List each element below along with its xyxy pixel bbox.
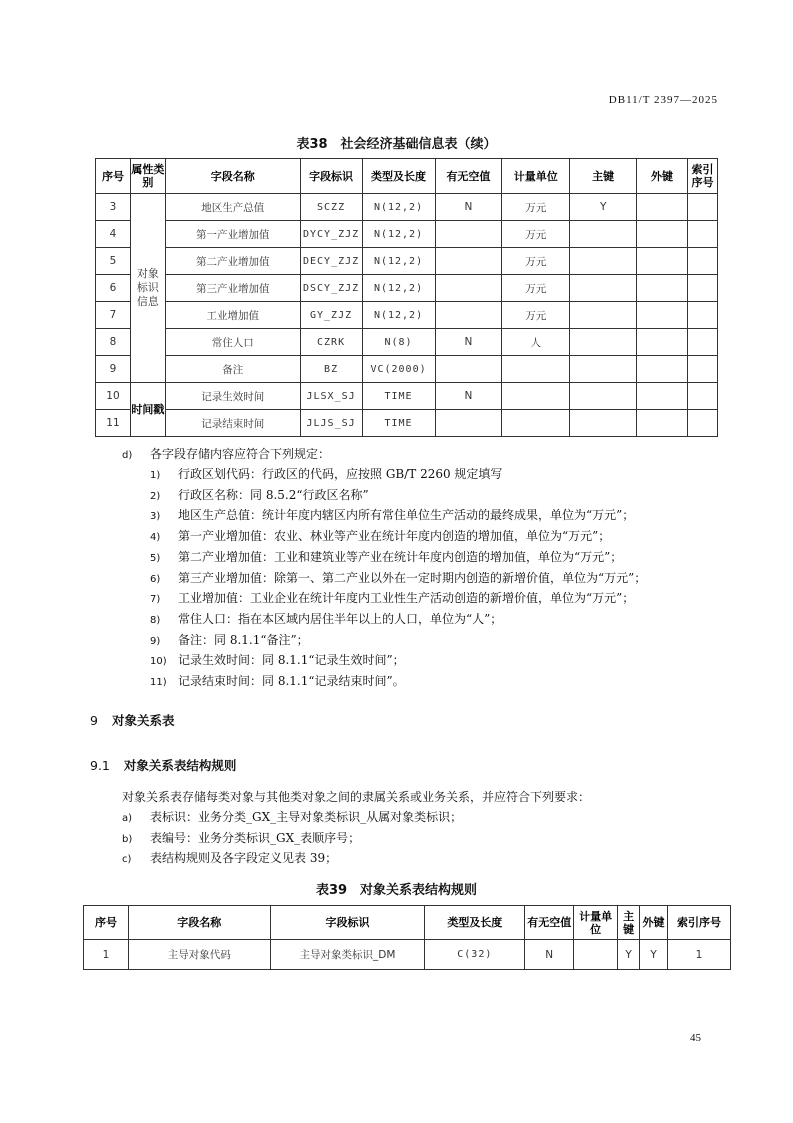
table-cell bbox=[435, 221, 502, 248]
table-cell bbox=[502, 383, 570, 410]
table-cell: SCZZ bbox=[300, 194, 362, 221]
table39-caption: 表39 对象关系表结构规则 bbox=[315, 883, 478, 898]
table-row bbox=[96, 383, 718, 410]
table-cell: JLSX_SJ bbox=[300, 383, 362, 410]
table-cell: N(12,2) bbox=[362, 221, 435, 248]
column-header: 计量单位 bbox=[502, 159, 570, 194]
column-header: 索引序号 bbox=[668, 906, 731, 940]
table-row bbox=[96, 194, 718, 221]
table-cell: 6 bbox=[96, 275, 131, 302]
table-39 bbox=[83, 905, 731, 970]
rule-item: 8) 常住人口：指在本区域内居住半年以上的人口，单位为“人”； bbox=[150, 611, 503, 626]
table-cell bbox=[687, 302, 717, 329]
table-cell bbox=[637, 248, 688, 275]
table-cell bbox=[435, 356, 502, 383]
table-cell: 第二产业增加值 bbox=[165, 248, 300, 275]
column-header: 字段标识 bbox=[300, 159, 362, 194]
requirement-item: a) 表标识：业务分类_GX_主导对象类标识_从属对象类标识； bbox=[122, 810, 463, 824]
rule-item: 3) 地区生产总值：统计年度内辖区内所有常住单位生产活动的最终成果，单位为“万元”； bbox=[150, 508, 635, 523]
table-row bbox=[96, 329, 718, 356]
table-cell bbox=[570, 383, 637, 410]
table-cell bbox=[687, 356, 717, 383]
rule-item: 2) 行政区名称：同 8.5.2“行政区名称” bbox=[150, 487, 369, 502]
table-cell: 8 bbox=[96, 329, 131, 356]
table-cell bbox=[502, 410, 570, 437]
column-header: 外键 bbox=[640, 906, 668, 940]
table-cell: 万元 bbox=[502, 194, 570, 221]
table-cell: 1 bbox=[84, 940, 129, 970]
table-cell bbox=[570, 221, 637, 248]
table-cell: 万元 bbox=[502, 248, 570, 275]
column-header: 索引序号 bbox=[687, 159, 717, 194]
rule-item: 6) 第三产业增加值：除第一、第二产业以外在一定时期内创造的新增价值，单位为“万元”； bbox=[150, 570, 647, 585]
table-cell: DECY_ZJZ bbox=[300, 248, 362, 275]
table-cell: 5 bbox=[96, 248, 131, 275]
table-row bbox=[84, 940, 731, 970]
table-cell bbox=[687, 329, 717, 356]
table-cell bbox=[687, 410, 717, 437]
table-cell: 万元 bbox=[502, 275, 570, 302]
table-cell: 3 bbox=[96, 194, 131, 221]
table-cell: GY_ZJZ bbox=[300, 302, 362, 329]
table-cell bbox=[637, 329, 688, 356]
table-row bbox=[96, 302, 718, 329]
table-cell bbox=[637, 302, 688, 329]
table-cell: N(12,2) bbox=[362, 248, 435, 275]
table-cell: 第三产业增加值 bbox=[165, 275, 300, 302]
table-cell bbox=[570, 329, 637, 356]
table-cell: 7 bbox=[96, 302, 131, 329]
table-cell: BZ bbox=[300, 356, 362, 383]
table-cell bbox=[435, 410, 502, 437]
table-row bbox=[96, 275, 718, 302]
table-cell: N bbox=[435, 194, 502, 221]
table-cell: DSCY_ZJZ bbox=[300, 275, 362, 302]
table38-caption: 表38 社会经济基础信息表（续） bbox=[296, 137, 497, 152]
column-header: 序号 bbox=[84, 906, 129, 940]
column-header: 有无空值 bbox=[435, 159, 502, 194]
rule-item: 5) 第二产业增加值：工业和建筑业等产业在统计年度内创造的增加值，单位为“万元”； bbox=[150, 549, 623, 564]
table-row bbox=[96, 221, 718, 248]
table-cell: N(12,2) bbox=[362, 275, 435, 302]
section-9-1-paragraph: 对象关系表存储每类对象与其他类对象之间的隶属关系或业务关系，并应符合下列要求： bbox=[122, 790, 591, 804]
table-cell bbox=[637, 410, 688, 437]
table-cell bbox=[687, 248, 717, 275]
table-cell bbox=[637, 275, 688, 302]
table-cell: 人 bbox=[502, 329, 570, 356]
table-cell: 4 bbox=[96, 221, 131, 248]
rule-item: 1) 行政区划代码：行政区的代码，应按照 GB/T 2260 规定填写 bbox=[150, 467, 503, 481]
table-cell: C(32) bbox=[425, 940, 525, 970]
section-9-heading: 9 对象关系表 bbox=[90, 713, 175, 728]
column-header: 字段标识 bbox=[270, 906, 425, 940]
column-header: 有无空值 bbox=[525, 906, 574, 940]
rule-item: 7) 工业增加值：工业企业在统计年度内工业性生产活动创造的新增价值，单位为“万元”； bbox=[150, 591, 635, 606]
table-cell: N(12,2) bbox=[362, 302, 435, 329]
table-cell: Y bbox=[570, 194, 637, 221]
table-cell: 11 bbox=[96, 410, 131, 437]
table-cell bbox=[435, 302, 502, 329]
table-cell bbox=[687, 383, 717, 410]
rules-intro: d) 各字段存储内容应符合下列规定： bbox=[122, 447, 331, 461]
table-cell: CZRK bbox=[300, 329, 362, 356]
requirement-item: c) 表结构规则及各字段定义见表 39； bbox=[122, 851, 338, 865]
table-cell: 工业增加值 bbox=[165, 302, 300, 329]
table-cell: N bbox=[435, 383, 502, 410]
table-cell bbox=[574, 940, 618, 970]
table-cell bbox=[637, 194, 688, 221]
table-cell: 地区生产总值 bbox=[165, 194, 300, 221]
standard-number-header: DB11/T 2397—2025 bbox=[608, 94, 718, 106]
requirement-item: b) 表编号：业务分类标识_GX_表顺序号； bbox=[122, 830, 361, 845]
table-row bbox=[96, 356, 718, 383]
table-cell: 9 bbox=[96, 356, 131, 383]
table-cell bbox=[570, 248, 637, 275]
table-cell bbox=[502, 356, 570, 383]
section-9-1-heading: 9.1 对象关系表结构规则 bbox=[90, 758, 237, 773]
table-cell bbox=[570, 302, 637, 329]
table-cell: Y bbox=[618, 940, 640, 970]
table-cell: N(12,2) bbox=[362, 194, 435, 221]
table-cell: JLJS_SJ bbox=[300, 410, 362, 437]
table-cell bbox=[687, 194, 717, 221]
table-cell: DYCY_ZJZ bbox=[300, 221, 362, 248]
table-cell: TIME bbox=[362, 383, 435, 410]
table-cell bbox=[637, 383, 688, 410]
table-row bbox=[96, 248, 718, 275]
table-cell bbox=[687, 221, 717, 248]
table-cell: 主导对象类标识_DM bbox=[270, 940, 425, 970]
column-header: 计量单位 bbox=[574, 906, 618, 940]
table-cell: 第一产业增加值 bbox=[165, 221, 300, 248]
table-cell: 备注 bbox=[165, 356, 300, 383]
table-cell bbox=[570, 410, 637, 437]
table-cell: VC(2000) bbox=[362, 356, 435, 383]
column-header: 属性类别 bbox=[130, 159, 165, 194]
category-cell: 对象标识信息 bbox=[130, 194, 165, 383]
table-cell: 常住人口 bbox=[165, 329, 300, 356]
table-cell: 10 bbox=[96, 383, 131, 410]
column-header: 类型及长度 bbox=[425, 906, 525, 940]
table-cell bbox=[637, 356, 688, 383]
table-cell bbox=[687, 275, 717, 302]
page-number: 45 bbox=[690, 1032, 701, 1044]
table-row bbox=[96, 410, 718, 437]
table-cell: 1 bbox=[668, 940, 731, 970]
rule-item: 4) 第一产业增加值：农业、林业等产业在统计年度内创造的增加值，单位为“万元”； bbox=[150, 529, 611, 544]
table-cell: N bbox=[525, 940, 574, 970]
table-cell bbox=[637, 221, 688, 248]
table-cell: TIME bbox=[362, 410, 435, 437]
rule-item: 11) 记录结束时间：同 8.1.1“记录结束时间”。 bbox=[150, 674, 405, 688]
table-cell: 主导对象代码 bbox=[128, 940, 270, 970]
column-header: 主键 bbox=[618, 906, 640, 940]
column-header: 类型及长度 bbox=[362, 159, 435, 194]
table-cell: Y bbox=[640, 940, 668, 970]
table-38 bbox=[95, 158, 718, 437]
table-cell: 记录生效时间 bbox=[165, 383, 300, 410]
table-cell bbox=[570, 275, 637, 302]
table-cell bbox=[435, 248, 502, 275]
category-cell: 时间戳 bbox=[130, 383, 165, 437]
table-cell: 记录结束时间 bbox=[165, 410, 300, 437]
column-header: 序号 bbox=[96, 159, 131, 194]
table-cell: N bbox=[435, 329, 502, 356]
column-header: 外键 bbox=[637, 159, 688, 194]
table-cell: 万元 bbox=[502, 302, 570, 329]
table-cell bbox=[435, 275, 502, 302]
rule-item: 10) 记录生效时间：同 8.1.1“记录生效时间”； bbox=[150, 653, 405, 668]
table-cell bbox=[570, 356, 637, 383]
column-header: 字段名称 bbox=[165, 159, 300, 194]
table-cell: N(8) bbox=[362, 329, 435, 356]
table-cell: 万元 bbox=[502, 221, 570, 248]
column-header: 字段名称 bbox=[128, 906, 270, 940]
rule-item: 9) 备注：同 8.1.1“备注”； bbox=[150, 632, 309, 647]
column-header: 主键 bbox=[570, 159, 637, 194]
